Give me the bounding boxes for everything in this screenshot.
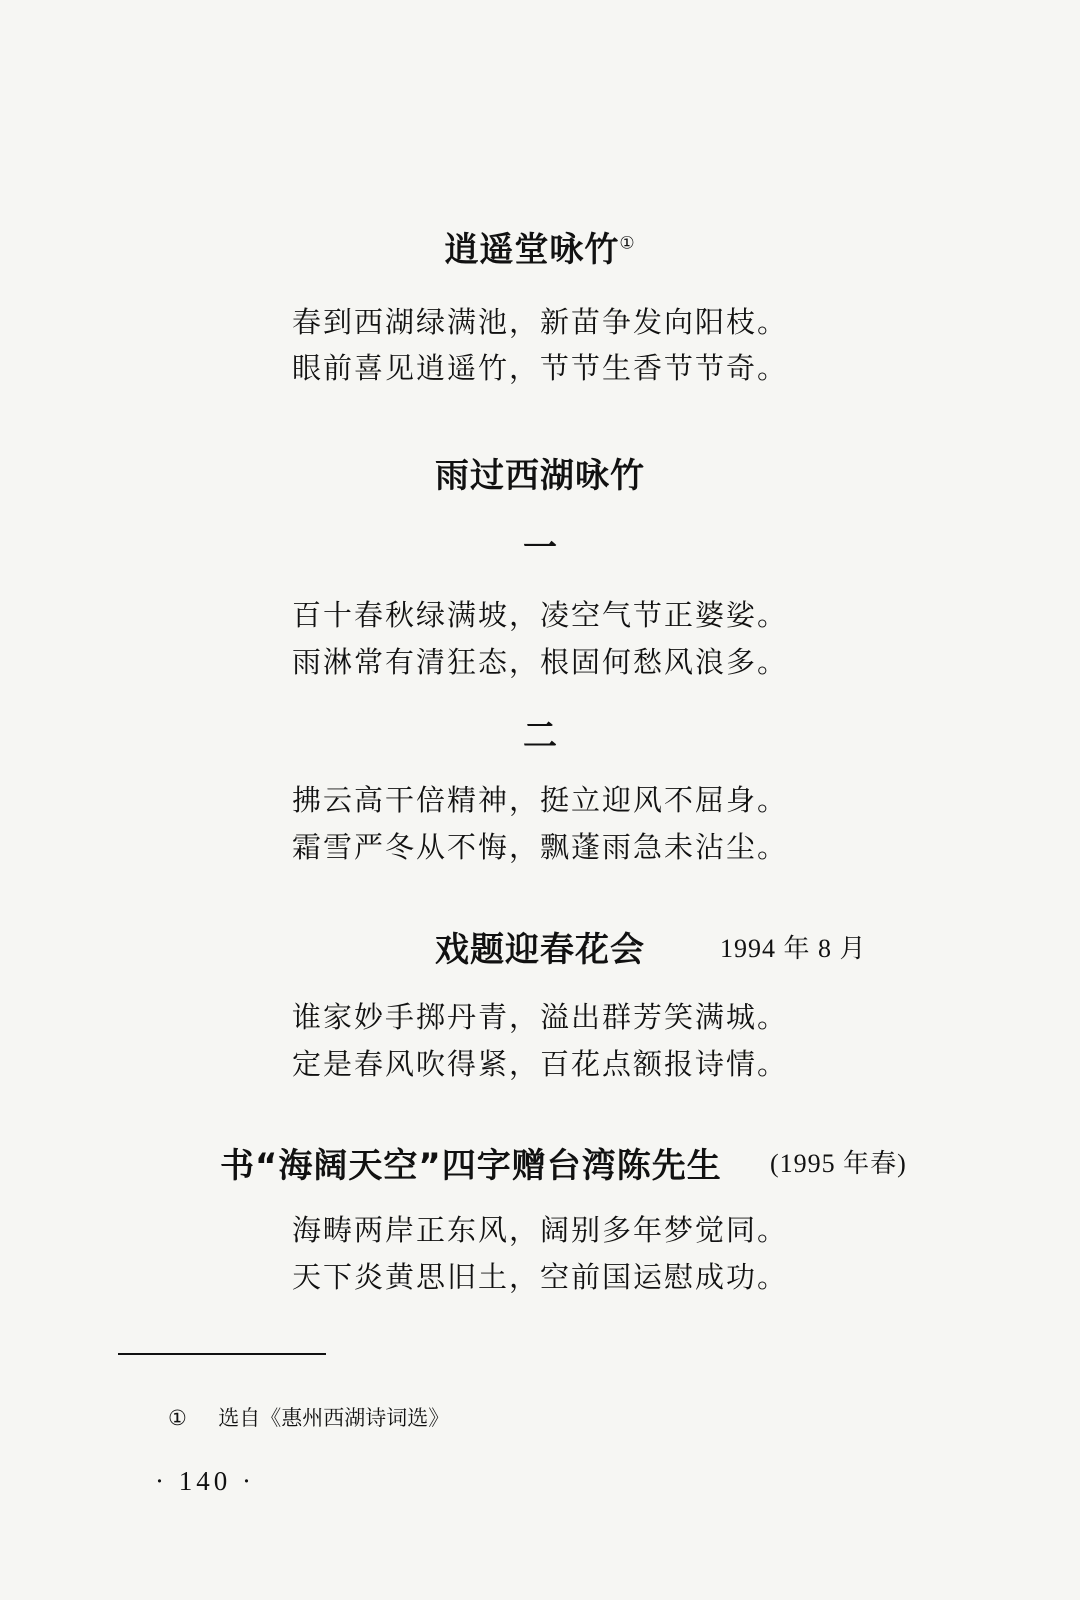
section-number-2: 二 xyxy=(523,716,557,756)
footnote xyxy=(168,1402,449,1432)
poem-title-4: 书“海阔天空”四字赠台湾陈先生 xyxy=(220,1146,722,1186)
poem-4-line-1: 海畴两岸正东风，阔别多年梦觉同。 xyxy=(291,1213,788,1247)
page-number: · 140 · xyxy=(155,1466,255,1496)
poem-title-1 xyxy=(0,222,1080,271)
poem-3-date: 1994 年 8 月 xyxy=(720,934,867,963)
footnote-rule xyxy=(118,1353,326,1355)
poem-title-2: 雨过西湖咏竹 xyxy=(435,456,645,496)
footnote-text: 选自《惠州西湖诗词选》 xyxy=(218,1406,450,1430)
poem-4-date: (1995 年春) xyxy=(770,1149,907,1178)
poem-2-1-line-1: 百十春秋绿满坡，凌空气节正婆娑。 xyxy=(291,598,788,632)
section-number-1: 一 xyxy=(523,528,557,568)
poem-3-line-2: 定是春风吹得紧，百花点额报诗情。 xyxy=(291,1047,788,1081)
poem-title-3: 戏题迎春花会 xyxy=(435,930,645,970)
poem-2-2-line-1: 拂云高干倍精神，挺立迎风不屈身。 xyxy=(291,783,788,817)
poem-2-2-line-2: 霜雪严冬从不悔，飘蓬雨急未沾尘。 xyxy=(291,830,788,864)
footnote-marker: ① xyxy=(619,233,636,254)
poem-3-line-1: 谁家妙手掷丹青，溢出群芳笑满城。 xyxy=(291,1000,788,1034)
poem-1-line-1: 春到西湖绿满池，新苗争发向阳枝。 xyxy=(291,305,788,339)
footnote-marker-bottom: ① xyxy=(168,1406,187,1430)
poem-title-1-text: 逍遥堂咏竹 xyxy=(444,230,620,270)
poem-1-line-2: 眼前喜见逍遥竹，节节生香节节奇。 xyxy=(291,351,788,385)
poem-4-line-2: 天下炎黄思旧土，空前国运慰成功。 xyxy=(291,1260,788,1294)
poem-2-1-line-2: 雨淋常有清狂态，根固何愁风浪多。 xyxy=(291,645,788,679)
